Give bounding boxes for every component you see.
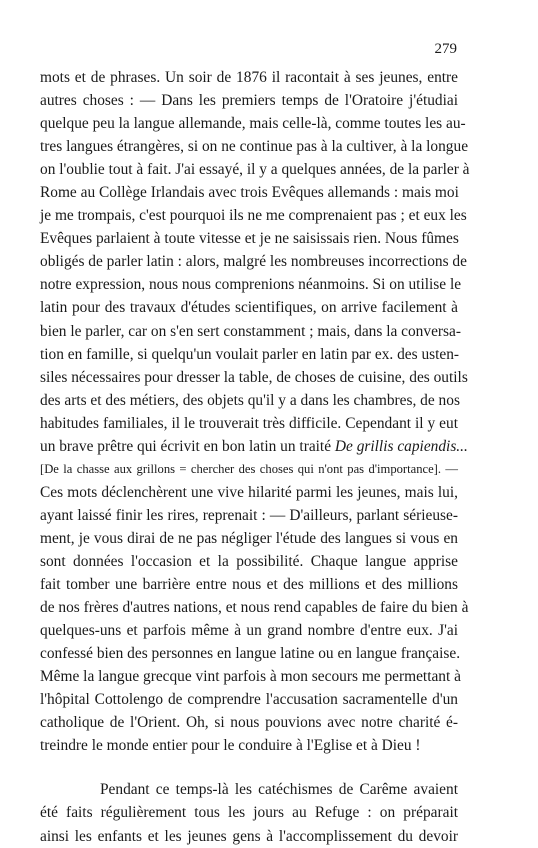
text-line: des arts et des métiers, des objets qu'il y a dans les chambres, de nos bbox=[40, 391, 460, 409]
text-line: ment, je vous dirai de ne pas négliger l'étude des langues si vous en bbox=[40, 529, 458, 547]
text-line: mots et de phrases. Un soir de 1876 il racontait à ses jeunes, entre bbox=[40, 69, 458, 86]
text-line: je me trompais, c'est pourquoi ils ne me comprenaient pas ; et eux les bbox=[40, 207, 467, 225]
text-line: tion en famille, si quelqu'un voulait parler en latin par ex. des usten- bbox=[40, 345, 460, 363]
page-number: 279 bbox=[434, 41, 457, 57]
paragraph bbox=[40, 66, 470, 757]
text-line: habitudes familiales, il le trouverait très difficile. Cependant il y eut bbox=[40, 414, 458, 432]
text-line: catholique de l'Orient. Oh, si nous pouvions avec notre charité é- bbox=[40, 714, 458, 732]
text-line: tres langues étrangères, si on ne continue pas à la cultiver, à la longue bbox=[40, 138, 469, 156]
text-line: quelques-uns et parfois même à un grand nombre d'entre eux. J'ai bbox=[40, 622, 458, 640]
text-line: confessé bien des personnes en langue latine ou en langue française. bbox=[40, 645, 461, 663]
text-line: obligés de parler latin : alors, malgré les nombreuses incorrections de bbox=[40, 253, 467, 271]
text-line: ayant laissé finir les rires, reprenait : — D'ailleurs, parlant sérieuse- bbox=[40, 506, 458, 524]
text-line: ainsi les enfants et les jeunes gens à l'accomplissement du devoir bbox=[40, 827, 458, 845]
text-line: de nos frères d'autres nations, et nous rend capables de faire du bien à bbox=[40, 599, 469, 617]
text-line: on l'oublie tout à fait. J'ai essayé, il y a quelques années, de la parler à bbox=[40, 161, 470, 179]
bracket-note: [De la chasse aux grillons = chercher des choses qui n'ont pas d'importance]. — bbox=[40, 461, 458, 476]
text-line: fait tomber une barrière entre nous et des millions et des millions bbox=[40, 576, 458, 594]
text-line: bien le parler, car on s'en sert constamment ; mais, dans la conversa- bbox=[40, 322, 461, 340]
body-text bbox=[40, 66, 470, 848]
text-line: notre expression, nous nous comprenions néanmoins. Si on utilise le bbox=[40, 276, 462, 294]
text-line: l'hôpital Cottolengo de comprendre l'accusation sacramentelle d'un bbox=[40, 691, 458, 709]
text-line: latin pour des travaux d'études scientifiques, on arrive facilement à bbox=[40, 299, 458, 317]
text-line: Même la langue grecque vint parfois à mon secours me permettant à bbox=[40, 668, 461, 686]
text-line: Evêques parlaient à toute vitesse et je ne saisissais rien. Nous fûmes bbox=[40, 230, 459, 248]
text-line: Ces mots déclenchèrent une vive hilarité parmi les jeunes, mais lui, bbox=[40, 483, 458, 501]
text-line: treindre le monde entier pour le conduire à l'Eglise et à Dieu ! bbox=[40, 737, 421, 755]
text-line: quelque peu la langue allemande, mais celle-là, comme toutes les au- bbox=[40, 115, 466, 133]
text-line: siles nécessaires pour dresser la table, de choses de cuisine, des outils bbox=[40, 368, 468, 386]
paragraph bbox=[40, 778, 458, 847]
text-line: été faits régulièrement tous les jours au Refuge : on préparait bbox=[40, 804, 458, 822]
text-line: Rome au Collège Irlandais avec trois Evêques allemands : mais moi bbox=[40, 184, 459, 202]
text-line: autres choses : — Dans les premiers temps de l'Oratoire j'étudiai bbox=[40, 92, 458, 110]
text-line bbox=[40, 435, 468, 458]
text-line: Pendant ce temps-là les catéchismes de Carême avaient bbox=[100, 781, 458, 799]
text-line: sont données l'occasion et la possibilité. Chaque langue apprise bbox=[40, 552, 458, 570]
treatise-title: De grillis capiendis... bbox=[334, 437, 468, 455]
line-text: un brave prêtre qui écrivit en bon latin un traité bbox=[40, 437, 332, 455]
